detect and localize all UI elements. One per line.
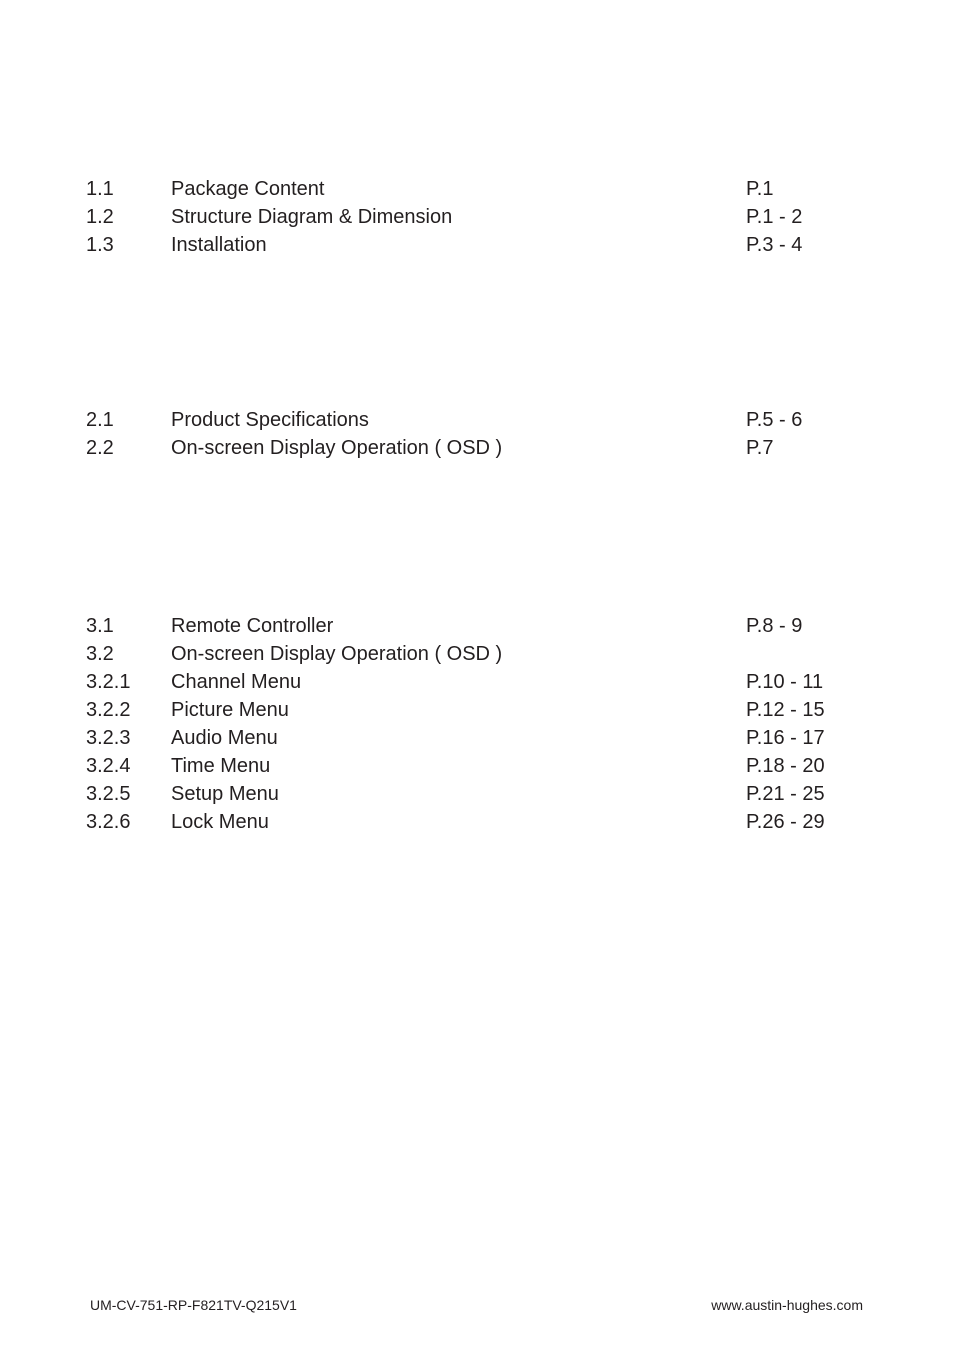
toc-entry-number: 3.1: [86, 615, 114, 637]
toc-entry[interactable]: [86, 175, 866, 203]
toc-entry-page: P.8 - 9: [746, 615, 803, 637]
toc-entry-number: 3.2: [86, 643, 114, 665]
toc-entry-title: Package Content: [171, 178, 325, 200]
toc-entry[interactable]: [86, 203, 866, 231]
toc-entry-title: Lock Menu: [171, 811, 269, 833]
toc-entry-page: P.1 - 2: [746, 206, 803, 228]
toc-entry-number: 1.1: [86, 178, 114, 200]
toc-entry-title: Time Menu: [171, 755, 271, 777]
toc-entry-page: P.3 - 4: [746, 234, 803, 256]
toc-entry[interactable]: [86, 668, 866, 696]
toc-entry-title: On-screen Display Operation ( OSD ): [171, 437, 503, 459]
toc-entry[interactable]: [86, 406, 866, 434]
toc-entry-page: P.16 - 17: [746, 727, 825, 749]
toc-entry-number: 3.2.6: [86, 811, 131, 833]
toc-entry-number: 3.2.5: [86, 783, 131, 805]
toc-entry[interactable]: [86, 640, 866, 668]
toc-entry-page: P.26 - 29: [746, 811, 825, 833]
toc-section-3: [86, 612, 866, 836]
toc-entry-number: 3.2.3: [86, 727, 131, 749]
toc-entry-page: P.1: [746, 178, 774, 200]
toc-entry-title: Picture Menu: [171, 699, 289, 721]
toc-entry-number: 3.2.1: [86, 671, 131, 693]
toc-entry[interactable]: [86, 612, 866, 640]
toc-entry-page: P.7: [746, 437, 774, 459]
toc-entry[interactable]: [86, 696, 866, 724]
toc-entry[interactable]: [86, 231, 866, 259]
toc-entry-title: Channel Menu: [171, 671, 302, 693]
toc-section-1: [86, 175, 866, 259]
toc-entry-title: Installation: [171, 234, 267, 256]
toc-entry-page: P.21 - 25: [746, 783, 825, 805]
toc-entry-title: Setup Menu: [171, 783, 279, 805]
footer-website[interactable]: www.austin-hughes.com: [711, 1297, 863, 1313]
toc-entry-page: P.10 - 11: [746, 671, 824, 693]
toc-entry-title: Structure Diagram & Dimension: [171, 206, 453, 228]
toc-entry-title: Product Specifications: [171, 409, 369, 431]
toc-entry-page: P.12 - 15: [746, 699, 825, 721]
toc-entry-page: P.5 - 6: [746, 409, 803, 431]
toc-entry-number: 2.2: [86, 437, 114, 459]
toc-entry-title: Remote Controller: [171, 615, 334, 637]
toc-entry-number: 2.1: [86, 409, 114, 431]
toc-section-2: [86, 406, 866, 462]
toc-entry-title: On-screen Display Operation ( OSD ): [171, 643, 503, 665]
toc-entry-title: Audio Menu: [171, 727, 278, 749]
toc-entry[interactable]: [86, 752, 866, 780]
toc-entry[interactable]: [86, 808, 866, 836]
toc-entry-page: P.18 - 20: [746, 755, 825, 777]
toc-entry-number: 1.2: [86, 206, 114, 228]
toc-entry-number: 1.3: [86, 234, 114, 256]
toc-entry-number: 3.2.4: [86, 755, 131, 777]
footer-document-code: UM-CV-751-RP-F821TV-Q215V1: [90, 1297, 297, 1313]
toc-entry[interactable]: [86, 780, 866, 808]
toc-entry-number: 3.2.2: [86, 699, 131, 721]
toc-entry[interactable]: [86, 434, 866, 462]
toc-entry[interactable]: [86, 724, 866, 752]
